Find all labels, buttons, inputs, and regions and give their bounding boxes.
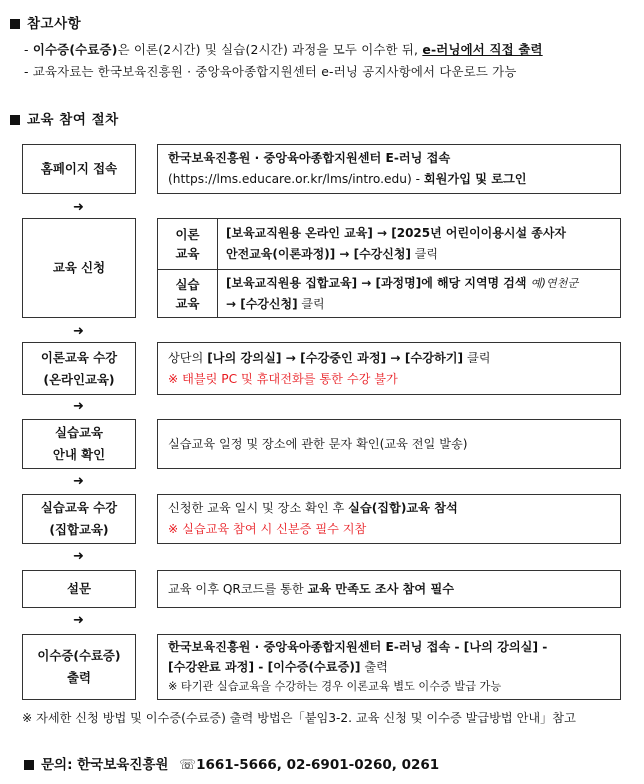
- down-arrow-icon: ➜: [73, 399, 84, 414]
- square-bullet-icon: [10, 115, 20, 125]
- step-label-offline: 실습교육 수강 (집합교육): [22, 494, 136, 544]
- step-label-practice-notice: 실습교육 안내 확인: [22, 419, 136, 469]
- down-arrow-icon: ➜: [73, 613, 84, 628]
- step-content-practice-notice: 실습교육 일정 및 장소에 관한 문자 확인(교육 전일 발송): [157, 419, 621, 469]
- step-content-offline: 신청한 교육 일시 및 장소 확인 후 실습(집합)교육 참석 ※ 실습교육 참여 시 신분증 필수 지참: [157, 494, 621, 544]
- step-content-apply: [157, 218, 621, 318]
- warning-text: ※ 태블릿 PC 및 휴대전화를 통한 수강 불가: [168, 371, 398, 386]
- notes-section-title: 참고사항: [10, 12, 81, 32]
- down-arrow-icon: ➜: [73, 549, 84, 564]
- down-arrow-icon: ➜: [73, 200, 84, 215]
- theory-label: 이론 교육: [158, 219, 218, 269]
- practice-content: [보육교직원용 집합교육] → [과정명]에 해당 지역명 검색 예)연천군 → [수강신청] 클릭: [226, 275, 579, 311]
- practice-label: 실습 교육: [158, 269, 218, 318]
- step-label-survey: 설문: [22, 570, 136, 608]
- step-content-homepage: 한국보육진흥원 · 중앙육아종합지원센터 E-러닝 접속 (https://lms.educare.or.kr/lms/intro.edu) - 회원가입 및 로그인: [157, 144, 621, 194]
- down-arrow-icon: ➜: [73, 324, 84, 339]
- procedure-section-title: 교육 참여 절차: [10, 108, 119, 128]
- step-content-online: 상단의 [나의 강의실] → [수강중인 과정] → [수강하기] 클릭 ※ 태블릿 PC 및 휴대전화를 통한 수강 불가: [157, 342, 621, 395]
- notes-line-1: - 이수증(수료증)은 이론(2시간) 및 실습(2시간) 과정을 모두 이수한 뒤, e-러닝에서 직접 출력: [24, 42, 543, 57]
- step-content-survey: 교육 이후 QR코드를 통한 교육 만족도 조사 참여 필수: [157, 570, 621, 608]
- theory-content: [보육교직원용 온라인 교육] → [2025년 어린이이용시설 종사자 안전교육(이론과정)] → [수강신청] 클릭: [226, 226, 566, 261]
- warning-text: ※ 실습교육 참여 시 신분증 필수 지참: [168, 522, 367, 536]
- phone-icon: ☏: [179, 757, 197, 773]
- step-label-online: 이론교육 수강 (온라인교육): [22, 342, 136, 395]
- square-bullet-icon: [24, 760, 34, 770]
- contact-line: 문의: 한국보육진흥원 ☏1661-5666, 02-6901-0260, 0261: [24, 753, 439, 773]
- down-arrow-icon: ➜: [73, 474, 84, 489]
- square-bullet-icon: [10, 19, 20, 29]
- step-content-certificate: 한국보육진흥원 · 중앙육아종합지원센터 E-러닝 접속 - [나의 강의실] - [수강완료 과정] - [이수증(수료증)] 출력 ※ 타기관 실습교육을 수강하는 경우 이론교육 별도 이수증 발급 가능: [157, 634, 621, 700]
- step-label-apply: 교육 신청: [22, 218, 136, 318]
- step-label-certificate: 이수증(수료증) 출력: [22, 634, 136, 700]
- notes-line-2: - 교육자료는 한국보육진흥원 · 중앙육아종합지원센터 e-러닝 공지사항에서 다운로드 가능: [24, 64, 517, 79]
- step-label-homepage: 홈페이지 접속: [22, 144, 136, 194]
- footnote: ※ 자세한 신청 방법 및 이수증(수료증) 출력 방법은「붙임3-2. 교육 신청 및 이수증 발급방법 안내」참고: [22, 711, 576, 725]
